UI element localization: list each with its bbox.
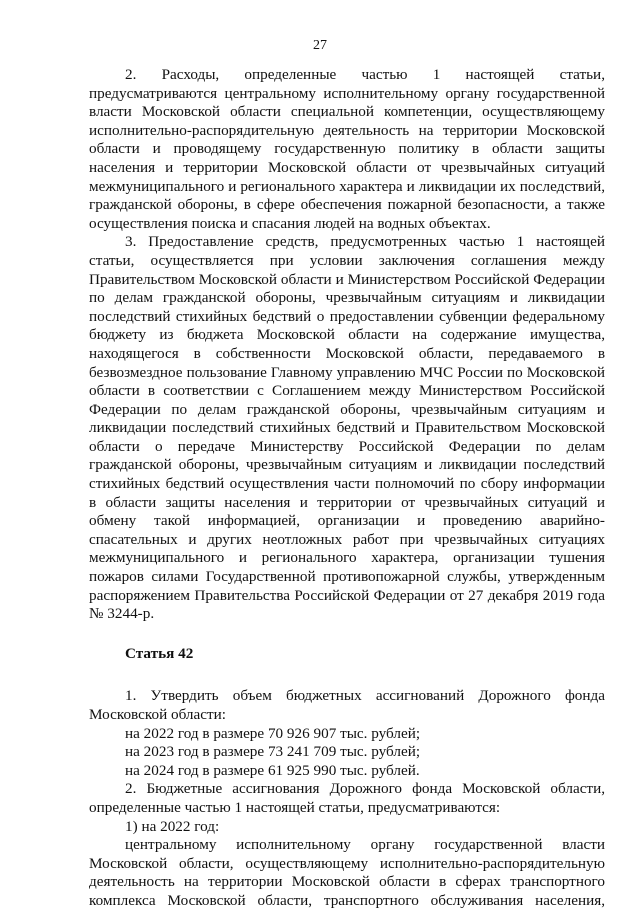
paragraph-allocations: 2. Бюджетные ассигнования Дорожного фонда Московской области, определенные частью 1 настоящей статьи, предусматриваются: bbox=[89, 780, 605, 816]
paragraph-approve-volume: 1. Утвердить объем бюджетных ассигнований Дорожного фонда Московской области: bbox=[89, 687, 605, 723]
budget-line-2024: на 2024 год в размере 61 925 990 тыс. рублей. bbox=[125, 761, 420, 779]
paragraph-expenses: 2. Расходы, определенные частью 1 настоящей статьи, предусматриваются центральному исполнительному органу государственной власти Московской области специальной компетенции, осуществляющему исполнительно-распорядительную деятельность на территории Московской области и проводящему государственную политику в области защиты населения и территории Московской области от чрезвычайных ситуаций межмуниципального и регионального характера и ликвидации их последствий, гражданской обороны, в сфере обеспечения пожарной безопасности, а также осуществления поиска и спасания людей на водных объектах. bbox=[89, 66, 605, 232]
budget-line-2023: на 2023 год в размере 73 241 709 тыс. рублей; bbox=[125, 743, 421, 761]
paragraph-central-body: центральному исполнительному органу государственной власти Московской области, осуществляющему исполнительно-распорядительную деятельность на территории Московской области в сферах транспортного комплекса Московской области, транспортного обслуживания населения, bbox=[89, 836, 605, 909]
article-heading: Статья 42 bbox=[125, 644, 194, 662]
page-number: 27 bbox=[313, 38, 327, 53]
paragraph-funds-provision: 3. Предоставление средств, предусмотренных частью 1 настоящей статьи, осуществляется при условии заключения соглашения между Правительством Московской области и Министерством Российской Федерации по делам гражданской обороны, чрезвычайным ситуациям и ликвидации последствий стихийных бедствий о предоставлении субвенции федеральному бюджету из бюджета Московской области на содержание имущества, находящегося в собственности Московской области, передаваемого в безвозмездное пользование Главному управлению МЧС России по Московской области в соответствии с Соглашением между Министерством Российской Федерации по делам гражданской обороны, чрезвычайным ситуациям и ликвидации последствий стихийных бедствий и Правительством Московской области о передаче Министерству Российской Федерации по делам гражданской обороны, чрезвычайным ситуациям и ликвидации последствий стихийных бедствий осуществления части полномочий по сбору информации в области защиты населения и территории от чрезвычайных ситуаций и обмену такой информацией, организации и проведению аварийно-спасательных и других неотложных работ при чрезвычайных ситуациях межмуниципального и регионального характера, организации тушения пожаров силами Государственной противопожарной службы, утвержденным распоряжением Правительства Российской Федерации от 27 декабря 2019 года № 3244-р. bbox=[89, 233, 605, 623]
document-body bbox=[89, 66, 605, 911]
year-item-2022: 1) на 2022 год: bbox=[125, 817, 220, 835]
budget-line-2022: на 2022 год в размере 70 926 907 тыс. рублей; bbox=[125, 724, 421, 742]
